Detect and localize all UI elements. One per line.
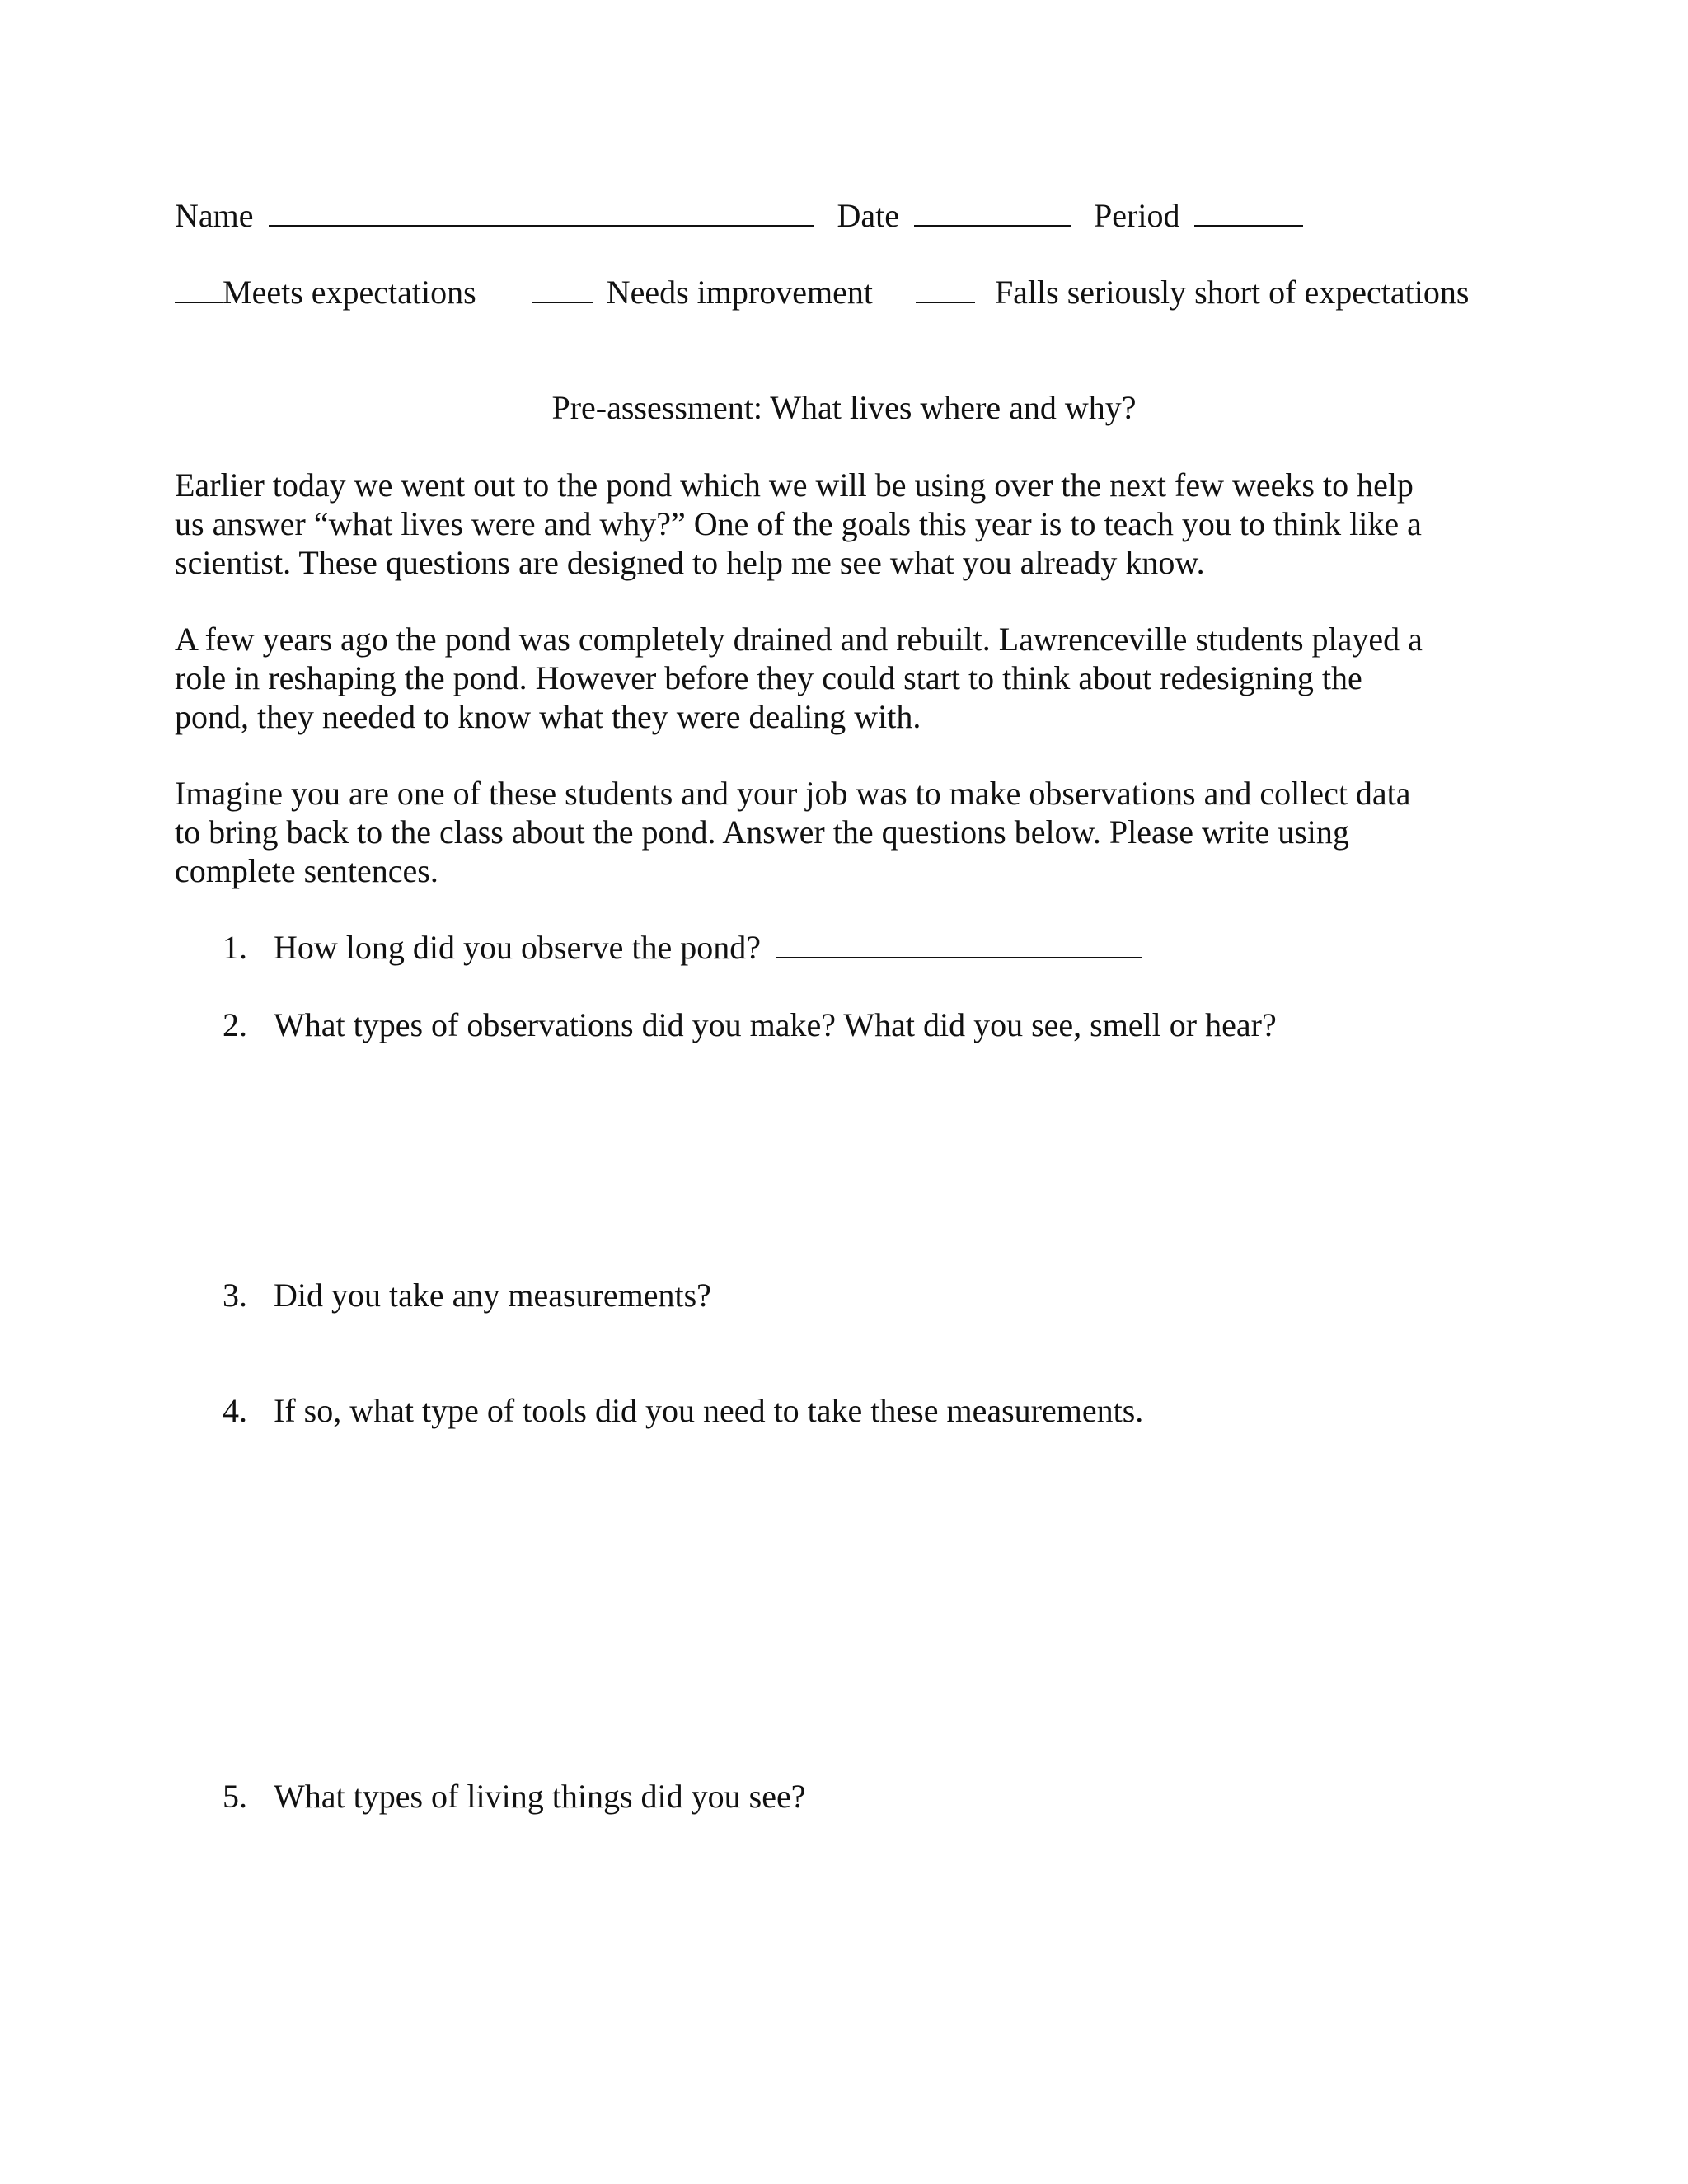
question-4 [223, 1391, 1143, 1430]
rubric-row [175, 273, 1469, 312]
question-2 [223, 1005, 1277, 1044]
date-blank[interactable] [914, 197, 1071, 227]
paragraph-line: complete sentences. [175, 852, 438, 889]
meets-label: Meets expectations [223, 274, 476, 311]
needs-blank[interactable] [532, 274, 593, 303]
page-title: Pre-assessment: What lives where and why? [551, 389, 1137, 426]
question-number: 5. [223, 1778, 247, 1815]
background-paragraph [175, 620, 1526, 736]
falls-blank[interactable] [916, 274, 975, 303]
name-blank[interactable] [269, 197, 814, 227]
paragraph-line: us answer “what lives were and why?” One of the goals this year is to teach you to think like a [175, 505, 1422, 542]
paragraph-line: Earlier today we went out to the pond which we will be using over the next few weeks to help [175, 466, 1414, 504]
meets-blank[interactable] [175, 274, 223, 303]
question-1-answer-blank[interactable] [776, 929, 1142, 958]
question-text: What types of living things did you see? [274, 1778, 806, 1815]
paragraph-line: A few years ago the pond was completely drained and rebuilt. Lawrenceville students played a [175, 621, 1423, 658]
question-number: 2. [223, 1006, 247, 1043]
question-text: Did you take any measurements? [274, 1277, 711, 1314]
intro-paragraph [175, 466, 1526, 582]
falls-label: Falls seriously short of expectations [994, 274, 1470, 311]
name-label: Name [175, 197, 254, 234]
question-number: 1. [223, 929, 247, 966]
question-number: 4. [223, 1392, 247, 1429]
paragraph-line: role in reshaping the pond. However before they could start to think about redesigning the [175, 659, 1362, 696]
header-row [175, 196, 1303, 235]
period-label: Period [1094, 197, 1180, 234]
question-5 [223, 1777, 805, 1816]
date-label: Date [837, 197, 900, 234]
question-text: How long did you observe the pond? [274, 929, 762, 966]
paragraph-line: scientist. These questions are designed to help me see what you already know. [175, 544, 1205, 581]
instructions-paragraph [175, 774, 1526, 890]
paragraph-line: Imagine you are one of these students and your job was to make observations and collect data [175, 775, 1411, 812]
paragraph-line: pond, they needed to know what they were dealing with. [175, 698, 921, 735]
needs-label: Needs improvement [606, 274, 873, 311]
period-blank[interactable] [1194, 197, 1303, 227]
question-number: 3. [223, 1277, 247, 1314]
question-1 [223, 928, 1142, 967]
paragraph-line: to bring back to the class about the pond. Answer the questions below. Please write using [175, 813, 1349, 851]
question-3 [223, 1276, 711, 1315]
question-text: What types of observations did you make? What did you see, smell or hear? [274, 1006, 1277, 1043]
question-text: If so, what type of tools did you need to take these measurements. [274, 1392, 1144, 1429]
